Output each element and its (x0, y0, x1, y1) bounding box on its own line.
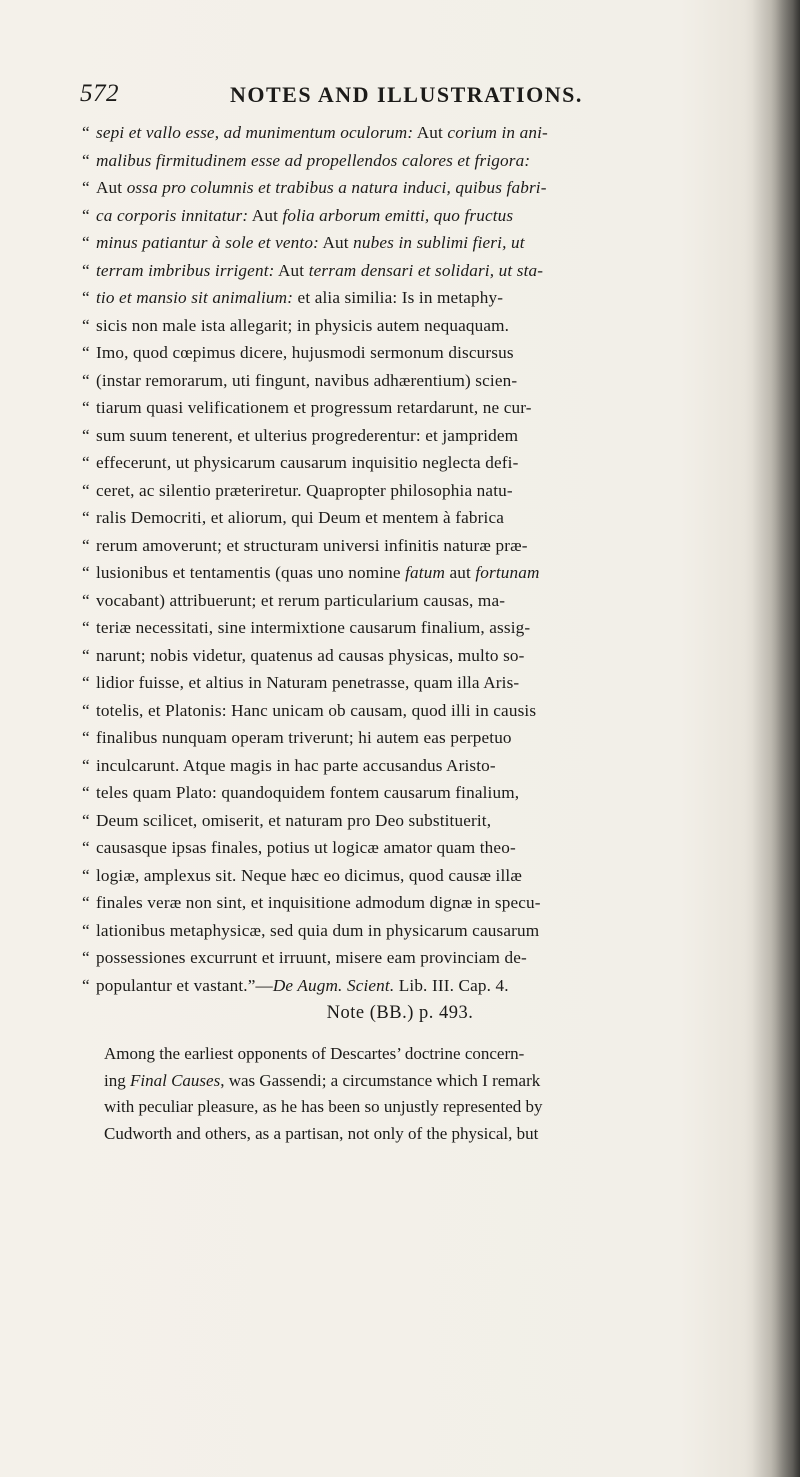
roman-text: Aut (96, 178, 127, 197)
roman-text: lusionibus et tentamentis (quas uno nomine (96, 563, 406, 582)
quote-mark: “ (82, 398, 90, 417)
text-line (82, 889, 722, 917)
roman-text: rerum amoverunt; et structuram universi infinitis naturæ præ- (96, 535, 528, 555)
quote-mark: “ (82, 370, 90, 390)
italic-text: Final Causes (129, 1070, 221, 1090)
text-line (82, 147, 722, 175)
text-line (82, 312, 722, 340)
roman-text: ceret, ac silentio præteriretur. Quapropter philosophia natu- (96, 480, 513, 500)
quote-mark: “ (82, 700, 90, 720)
text-line (82, 504, 722, 532)
roman-text: lidior fuisse, et altius in Naturam penetrasse, quam illa Aris- (96, 673, 520, 692)
roman-text: with peculiar pleasure, as he has been so unjustly represented by (104, 1097, 543, 1116)
text-line (82, 394, 722, 422)
roman-text: vocabant) attribuerunt; et rerum particularium causas, ma- (96, 590, 506, 610)
text-line (104, 1121, 724, 1148)
quote-mark: “ (82, 425, 90, 445)
quote-mark: “ (82, 535, 90, 555)
roman-text: sicis non male ista allegarit; in physicis autem nequaquam. (96, 315, 510, 335)
italic-text: nubes in sublimi fieri, ut (353, 233, 525, 252)
page-gutter-shadow (752, 0, 800, 1477)
text-line (82, 807, 722, 835)
italic-text: De Augm. Scient. (272, 975, 395, 995)
roman-text: effecerunt, ut physicarum causarum inquisitio neglecta defi- (96, 453, 519, 472)
quote-mark: “ (82, 260, 90, 280)
text-line (82, 367, 722, 395)
italic-text: terram imbribus irrigent: (96, 260, 275, 280)
roman-text: teriæ necessitati, sine intermixtione causarum finalium, assig- (96, 618, 531, 637)
text-line (82, 752, 722, 780)
italic-text: ad munimentum oculorum: (223, 123, 414, 142)
italic-text: tio et mansio sit animalium: (96, 288, 294, 307)
text-line (82, 917, 722, 945)
note-heading: Note (BB.) p. 493. (326, 1003, 474, 1023)
italic-text: malibus firmitudinem esse ad propellendos calores et frigora: (96, 150, 531, 170)
roman-text: , (214, 123, 224, 142)
quote-mark: “ (82, 673, 90, 692)
roman-text: lationibus metaphysicæ, sed quia dum in physicarum causarum (96, 920, 540, 940)
quote-mark: “ (82, 178, 90, 197)
quote-mark: “ (82, 755, 90, 775)
text-line (82, 779, 722, 807)
roman-text: inculcarunt. Atque magis in hac parte accusandus Aristo- (96, 755, 496, 775)
quote-mark: “ (82, 838, 90, 857)
italic-text: sepi et vallo esse (96, 123, 215, 142)
text-line (82, 862, 722, 890)
italic-text: folia arborum emitti, quo fructus (282, 205, 514, 225)
text-line (82, 669, 722, 697)
quote-mark: “ (82, 123, 90, 142)
roman-text: et alia similia: Is in metaphy- (293, 288, 504, 307)
text-line (82, 449, 722, 477)
quote-mark: “ (82, 508, 90, 527)
quote-mark: “ (82, 480, 90, 500)
text-line (82, 944, 722, 972)
quote-mark: “ (82, 618, 90, 637)
roman-text: Deum scilicet, omiserit, et naturam pro Deo substituerit, (96, 810, 492, 830)
roman-text: totelis, et Platonis: Hanc unicam ob causam, quod illi in causis (96, 700, 537, 720)
roman-text: finales veræ non sint, et inquisitione admodum dignæ in specu- (96, 893, 541, 912)
text-line (82, 724, 722, 752)
roman-text: Aut (274, 260, 309, 280)
roman-text: ing (104, 1070, 130, 1090)
roman-text: finalibus nunquam operam triverunt; hi autem eas perpetuo (96, 728, 512, 747)
running-head: NOTES AND ILLUSTRATIONS. (230, 82, 583, 107)
text-line (82, 422, 722, 450)
text-line (104, 1041, 724, 1068)
text-line (82, 614, 722, 642)
quote-mark: “ (82, 783, 90, 802)
roman-text: tiarum quasi velificationem et progressum retardarunt, ne cur- (96, 398, 532, 417)
text-line (82, 697, 722, 725)
italic-text: minus patiantur à sole et vento: (96, 233, 319, 252)
italic-text: ca corporis innitatur: (96, 205, 249, 225)
quote-mark: “ (82, 343, 90, 362)
quote-mark: “ (82, 645, 90, 665)
page-number: 572 (80, 80, 119, 107)
roman-text: teles quam Plato: quandoquidem fontem causarum finalium, (96, 783, 520, 802)
quote-mark: “ (82, 315, 90, 335)
roman-text: Aut (248, 205, 283, 225)
roman-text: Cudworth and others, as a partisan, not only of the physical, but (104, 1123, 539, 1143)
quote-mark: “ (82, 288, 90, 307)
text-line (82, 972, 722, 1000)
text-line (82, 642, 722, 670)
roman-text: logiæ, amplexus sit. Neque hæc eo dicimus, quod causæ illæ (96, 865, 522, 885)
quote-mark: “ (82, 728, 90, 747)
quote-mark: “ (82, 975, 90, 995)
roman-text: sum suum tenerent, et ulterius progrederentur: et jampridem (96, 425, 519, 445)
roman-text: Lib. III. Cap. 4. (394, 975, 509, 995)
note-body (104, 1041, 724, 1147)
text-line (82, 834, 722, 862)
italic-text: fortunam (475, 563, 540, 582)
roman-text: , was Gassendi; a circumstance which I remark (220, 1070, 541, 1090)
roman-text: ralis Democriti, et aliorum, qui Deum et mentem à fabrica (96, 508, 505, 527)
italic-text: ossa pro columnis et trabibus a natura induci, quibus fabri- (126, 178, 547, 197)
quote-mark: “ (82, 865, 90, 885)
text-line (82, 174, 722, 202)
text-line (82, 284, 722, 312)
roman-text: populantur et vastant.”— (96, 975, 273, 995)
latin-quotation (82, 119, 722, 999)
roman-text: possessiones excurrunt et irruunt, misere eam provinciam de- (96, 948, 527, 967)
text-line (82, 202, 722, 230)
text-line (104, 1094, 724, 1121)
roman-text: Aut (318, 233, 354, 252)
roman-text: Aut (413, 123, 448, 142)
quote-mark: “ (82, 233, 90, 252)
quote-mark: “ (82, 453, 90, 472)
page-header (80, 80, 720, 114)
roman-text: causasque ipsas finales, potius ut logicæ amator quam theo- (96, 838, 516, 857)
text-line (82, 477, 722, 505)
roman-text: (instar remorarum, uti fingunt, navibus adhærentium) scien- (96, 370, 518, 390)
quote-mark: “ (82, 893, 90, 912)
italic-text: terram densari et solidari, ut sta- (308, 260, 544, 280)
italic-text: fatum (405, 563, 446, 582)
roman-text: aut (445, 563, 476, 582)
text-line (82, 229, 722, 257)
text-line (82, 339, 722, 367)
quote-mark: “ (82, 920, 90, 940)
text-line (82, 532, 722, 560)
roman-text: Among the earliest opponents of Descartes’ doctrine concern- (104, 1044, 525, 1063)
quote-mark: “ (82, 810, 90, 830)
quote-mark: “ (82, 205, 90, 225)
text-line (82, 587, 722, 615)
text-line (82, 559, 722, 587)
quote-mark: “ (82, 948, 90, 967)
quote-mark: “ (82, 590, 90, 610)
quote-mark: “ (82, 150, 90, 170)
text-line (104, 1068, 724, 1095)
text-line (82, 119, 722, 147)
italic-text: corium in ani- (447, 123, 548, 142)
roman-text: narunt; nobis videtur, quatenus ad causas physicas, multo so- (96, 645, 525, 665)
text-line (82, 257, 722, 285)
quote-mark: “ (82, 563, 90, 582)
roman-text: Imo, quod cœpimus dicere, hujusmodi sermonum discursus (96, 343, 514, 362)
